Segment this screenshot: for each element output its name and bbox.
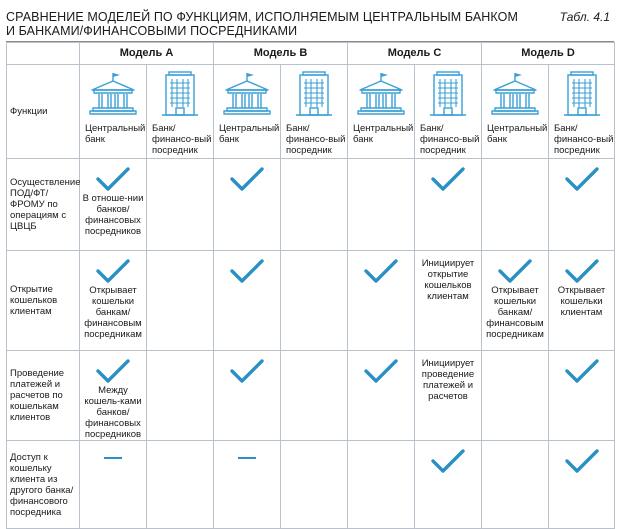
central-bank-column-header: [80, 65, 147, 159]
table-cell: [415, 351, 482, 441]
cell-note: Открывает кошельки клиентам: [557, 285, 606, 318]
table-title: [6, 10, 526, 38]
comparison-table: [6, 42, 615, 529]
table-cell: [415, 159, 482, 251]
cell-note: Между кошель-ками банков/ финансовых посредников: [84, 385, 142, 440]
check-icon: [430, 166, 466, 192]
table-cell: [482, 351, 549, 441]
table-row: [7, 441, 615, 529]
corner-cell: [7, 43, 80, 65]
bank-column-header: [415, 65, 482, 159]
check-icon: [95, 166, 131, 192]
check-icon: [363, 258, 399, 284]
bank-building-icon: [214, 65, 280, 123]
title-line-1: СРАВНЕНИЕ МОДЕЛЕЙ ПО ФУНКЦИЯМ, ИСПОЛНЯЕМЫМ ЦЕНТРАЛЬНЫМ БАНКОМ: [6, 10, 518, 24]
table-cell: [214, 159, 281, 251]
table-cell: [281, 441, 348, 529]
office-building-icon: [549, 65, 614, 123]
table-cell: [482, 159, 549, 251]
model-c-header: Модель C: [348, 43, 482, 65]
check-icon: [564, 166, 600, 192]
cell-note: В отноше-нии банков/ финансовых посредников: [82, 193, 144, 237]
functions-label: Функции: [7, 65, 80, 159]
table-cell: [80, 251, 147, 351]
dash-icon: [238, 457, 256, 459]
table-cell: [348, 251, 415, 351]
table-cell: [214, 251, 281, 351]
table-cell: [415, 441, 482, 529]
function-label: Доступ к кошельку клиента из другого банка/ финансового посредника: [7, 441, 80, 529]
actor-label: Банк/финансо-вый посредник: [554, 123, 614, 156]
office-building-icon: [415, 65, 481, 123]
bank-building-icon: [80, 65, 146, 123]
check-icon: [564, 448, 600, 474]
actor-label: Банк/финансо-вый посредник: [286, 123, 346, 156]
actors-row: [7, 65, 615, 159]
check-icon: [95, 358, 131, 384]
check-icon: [430, 448, 466, 474]
table-row: [7, 251, 615, 351]
office-building-icon: [281, 65, 347, 123]
table-row: [7, 351, 615, 441]
bank-column-header: [147, 65, 214, 159]
cell-note: Открывает кошельки банкам/ финансовым посредникам: [486, 285, 544, 340]
title-line-2: И БАНКАМИ/ФИНАНСОВЫМИ ПОСРЕДНИКАМИ: [6, 24, 298, 38]
table-cell: [549, 159, 615, 251]
cell-note: Инициирует открытие кошельков клиентам: [421, 258, 475, 302]
actor-label: Центральный банк: [487, 123, 548, 145]
cell-note: Инициирует проведение платежей и расчетов: [421, 358, 475, 402]
bank-building-icon: [348, 65, 414, 123]
check-icon: [497, 258, 533, 284]
table-cell: [348, 441, 415, 529]
function-label: Осуществление ПОД/ФТ/ФРОМУ по операциям с ЦВЦБ: [7, 159, 80, 251]
table-row: [7, 159, 615, 251]
table-cell: [482, 251, 549, 351]
central-bank-column-header: [482, 65, 549, 159]
dash-icon: [104, 457, 122, 459]
function-label: Проведение платежей и расчетов по кошелькам клиентов: [7, 351, 80, 441]
models-header-row: [7, 43, 615, 65]
table-cell: [549, 441, 615, 529]
table-cell: [348, 159, 415, 251]
check-icon: [229, 166, 265, 192]
table-cell: [549, 251, 615, 351]
table-cell: [281, 351, 348, 441]
cell-note: Открывает кошельки банкам/ финансовым посредникам: [84, 285, 142, 340]
bank-column-header: [549, 65, 615, 159]
function-label: Открытие кошельков клиентам: [7, 251, 80, 351]
actor-label: Центральный банк: [353, 123, 414, 145]
table-cell: [348, 351, 415, 441]
table-cell: [281, 159, 348, 251]
model-a-header: Модель A: [80, 43, 214, 65]
table-cell: [80, 159, 147, 251]
check-icon: [564, 258, 600, 284]
table-cell: [147, 351, 214, 441]
actor-label: Центральный банк: [219, 123, 280, 145]
bank-building-icon: [482, 65, 548, 123]
check-icon: [229, 358, 265, 384]
table-cell: [549, 351, 615, 441]
table-cell: [415, 251, 482, 351]
actor-label: Центральный банк: [85, 123, 146, 145]
central-bank-column-header: [214, 65, 281, 159]
central-bank-column-header: [348, 65, 415, 159]
check-icon: [564, 358, 600, 384]
bank-column-header: [281, 65, 348, 159]
table-cell: [80, 441, 147, 529]
table-reference: Табл. 4.1: [559, 10, 610, 24]
check-icon: [229, 258, 265, 284]
model-d-header: Модель D: [482, 43, 615, 65]
table-cell: [281, 251, 348, 351]
table-cell: [147, 441, 214, 529]
table-cell: [214, 441, 281, 529]
check-icon: [95, 258, 131, 284]
model-b-header: Модель B: [214, 43, 348, 65]
office-building-icon: [147, 65, 213, 123]
table-cell: [147, 159, 214, 251]
check-icon: [363, 358, 399, 384]
table-cell: [214, 351, 281, 441]
actor-label: Банк/финансо-вый посредник: [420, 123, 480, 156]
table-cell: [482, 441, 549, 529]
table-cell: [147, 251, 214, 351]
table-cell: [80, 351, 147, 441]
actor-label: Банк/финансо-вый посредник: [152, 123, 212, 156]
